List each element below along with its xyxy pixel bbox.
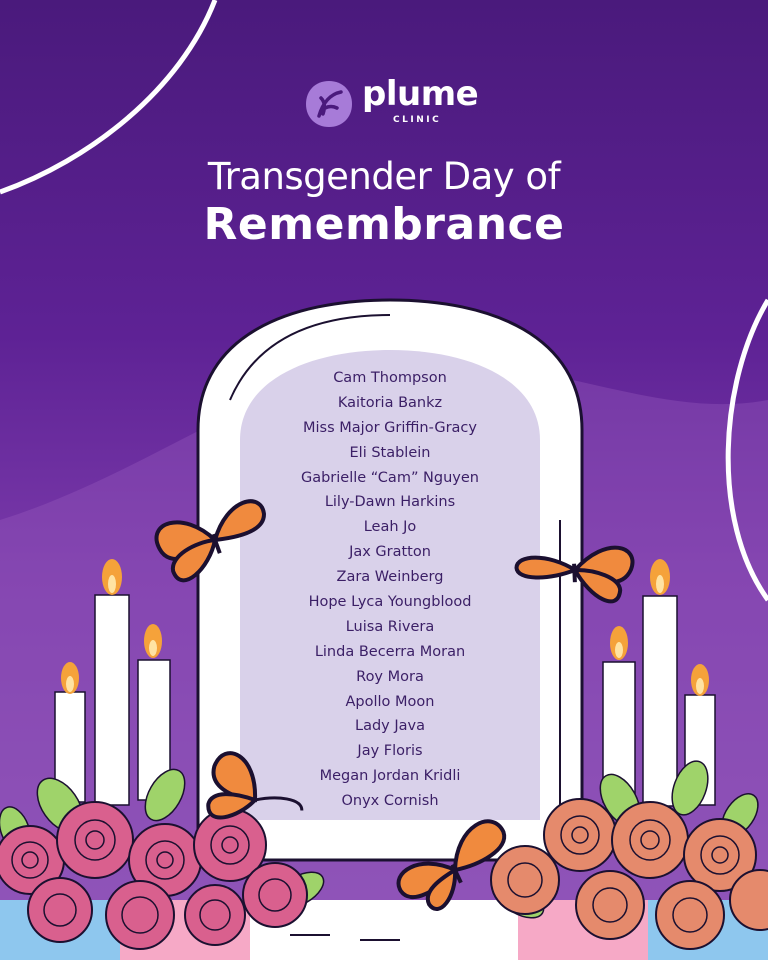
name-item: Jay Floris	[357, 743, 423, 760]
name-item: Apollo Moon	[345, 693, 435, 710]
name-item: Luisa Rivera	[345, 618, 435, 635]
plume-logo-icon	[303, 78, 355, 130]
name-item: Onyx Cornish	[341, 793, 439, 810]
name-item: Jax Gratton	[349, 544, 431, 561]
names-list	[240, 366, 540, 814]
name-item: Hope Lyca Youngblood	[308, 594, 472, 611]
name-item: Miss Major Griffin-Gracy	[303, 419, 477, 436]
name-item: Linda Becerra Moran	[314, 643, 466, 660]
name-item: Roy Mora	[356, 668, 424, 685]
name-item: Gabrielle “Cam” Nguyen	[300, 469, 479, 486]
plume-logo	[0, 72, 768, 136]
title-line-2: Remembrance	[203, 199, 565, 250]
name-item: Zara Weinberg	[336, 569, 444, 586]
name-item: Megan Jordan Kridli	[319, 768, 461, 785]
name-item: Lily-Dawn Harkins	[324, 494, 456, 511]
title-line-1: Transgender Day of	[207, 155, 561, 198]
name-item: Eli Stablein	[349, 444, 431, 461]
name-item: Leah Jo	[363, 519, 417, 536]
name-item: Cam Thompson	[333, 370, 447, 386]
logo-wordmark: plume	[362, 74, 479, 114]
name-item: Kaitoria Bankz	[337, 394, 443, 411]
name-item: Lady Java	[355, 718, 425, 735]
logo-subtitle: CLINIC	[393, 115, 442, 125]
